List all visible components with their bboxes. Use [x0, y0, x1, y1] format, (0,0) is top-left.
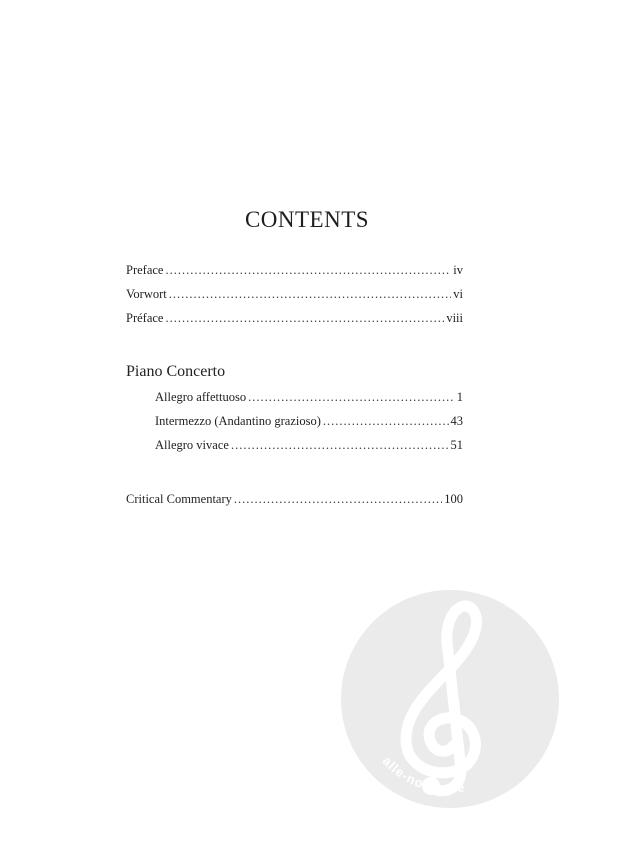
dot-leader	[234, 487, 442, 511]
dot-leader	[169, 282, 452, 306]
toc-entry-page: viii	[446, 311, 463, 325]
toc-entry-label: Allegro vivace	[155, 438, 229, 452]
toc-entry[interactable]	[155, 433, 463, 457]
toc-entry-label: Intermezzo (Andantino grazioso)	[155, 414, 321, 428]
toc-entry-page: iv	[453, 263, 463, 277]
toc-entry-page: vi	[453, 287, 463, 301]
toc-entry[interactable]	[126, 306, 463, 330]
toc-entry[interactable]	[126, 258, 463, 282]
work-title: Piano Concerto	[126, 363, 226, 380]
watermark-logo	[341, 590, 559, 808]
toc-entry-label: Vorwort	[126, 287, 167, 301]
toc-entry-label: Critical Commentary	[126, 492, 232, 506]
toc-entry[interactable]	[155, 385, 463, 409]
toc-entry[interactable]	[126, 487, 463, 511]
toc-entry-page: 51	[450, 438, 463, 452]
dot-leader	[231, 433, 449, 457]
front-matter-list	[126, 258, 463, 330]
work-section	[126, 359, 463, 457]
watermark	[341, 590, 559, 808]
page-title: CONTENTS	[244, 207, 370, 232]
dot-leader	[165, 306, 444, 330]
toc-entry[interactable]	[126, 282, 463, 306]
dot-leader	[248, 385, 455, 409]
toc-entry[interactable]	[155, 409, 463, 433]
toc-entry-page: 1	[456, 390, 463, 404]
back-matter-list	[126, 487, 463, 511]
dot-leader	[165, 258, 451, 282]
toc-entry-label: Préface	[126, 311, 164, 325]
toc-entry-label: Allegro affettuoso	[155, 390, 247, 404]
toc-entry-page: 100	[444, 492, 463, 506]
watermark-text: alle-noten.de	[379, 753, 467, 796]
toc-entry-label: Preface	[126, 263, 164, 277]
toc-entry-page: 43	[450, 414, 463, 428]
dot-leader	[323, 409, 449, 433]
